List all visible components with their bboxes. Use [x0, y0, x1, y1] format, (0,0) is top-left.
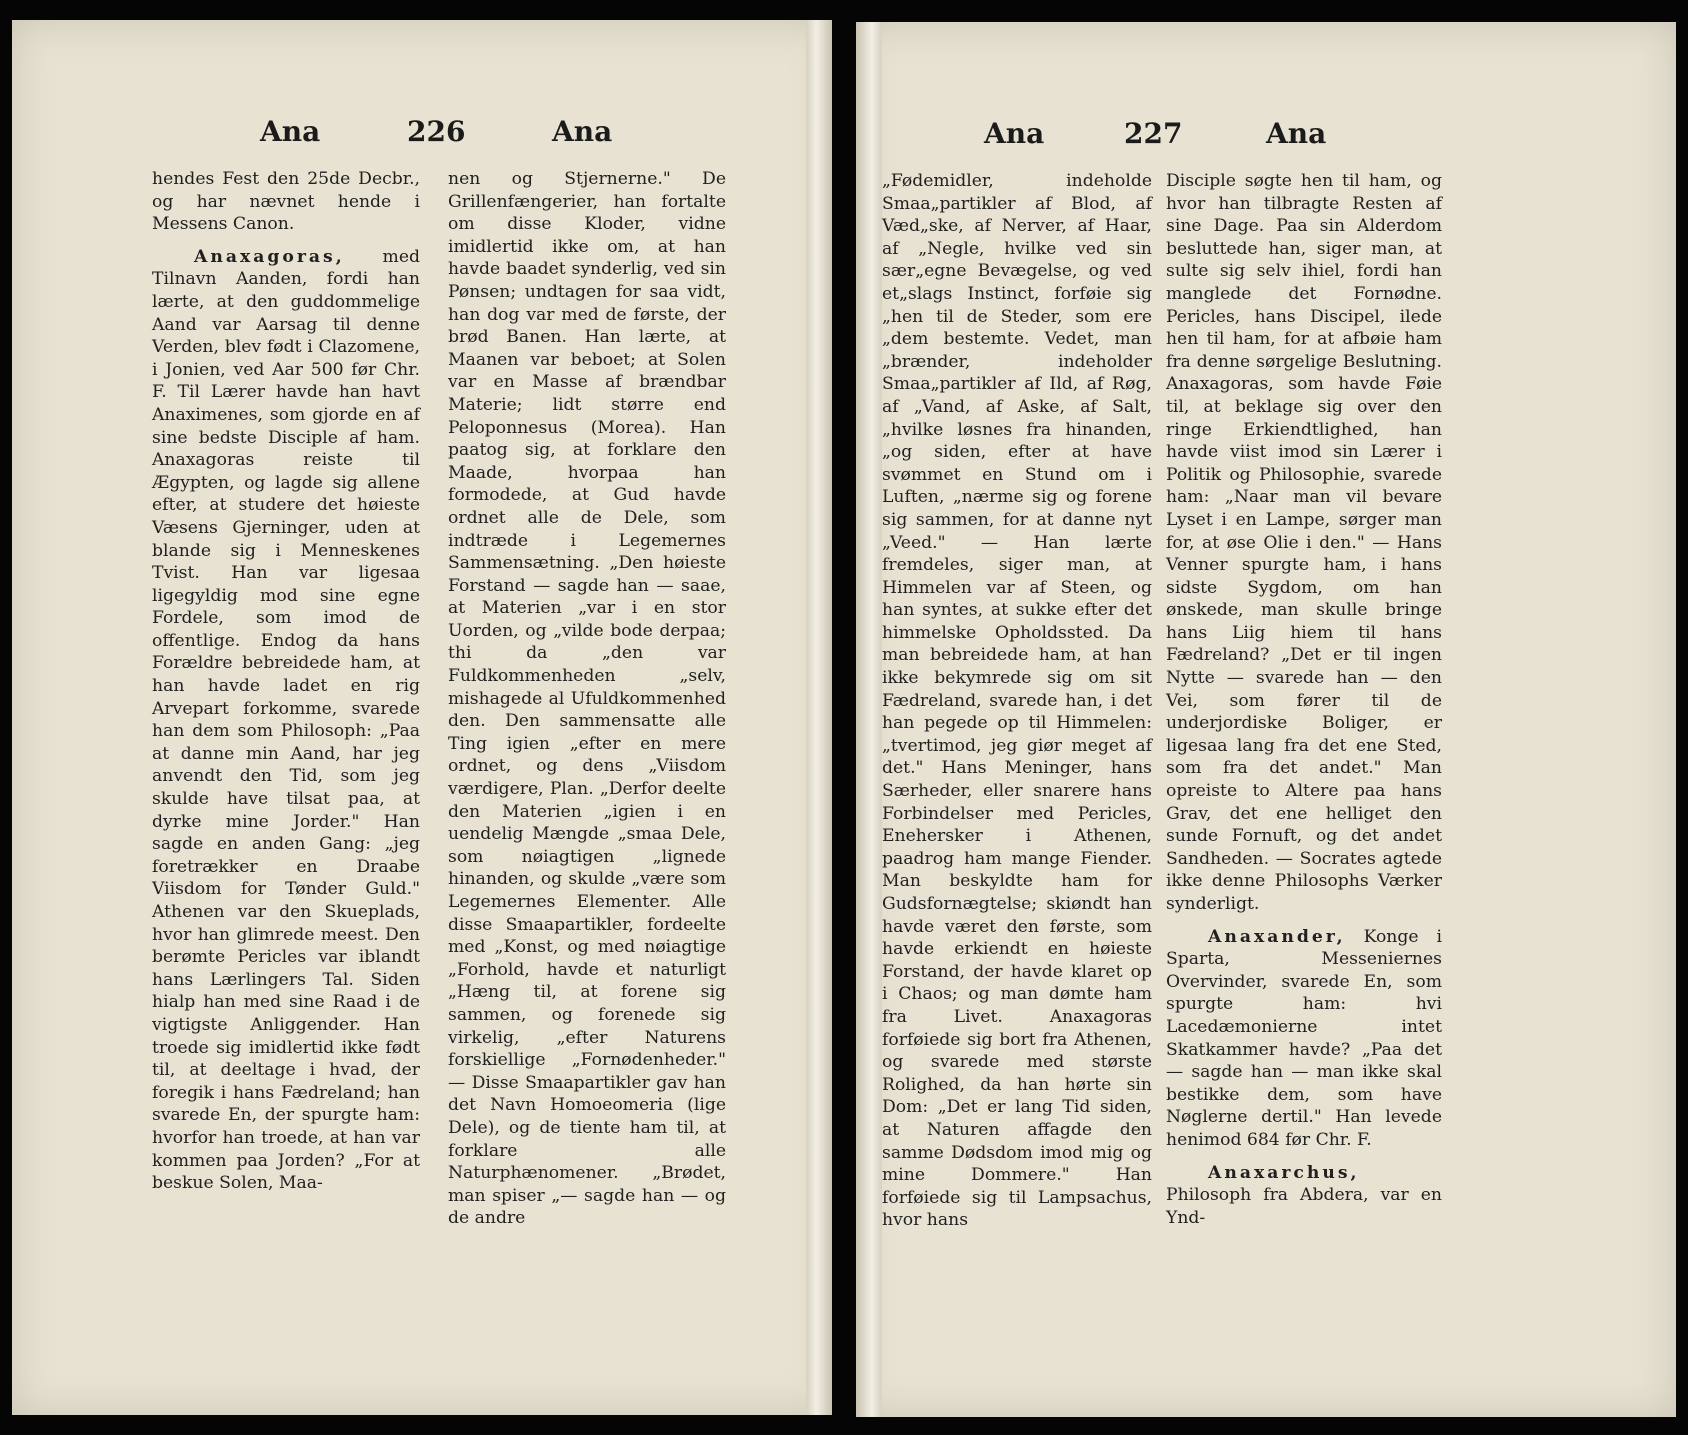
text-column-2	[448, 168, 726, 1229]
dictionary-entry	[1166, 1162, 1442, 1230]
text-paragraph	[152, 168, 420, 236]
dictionary-entry	[1166, 926, 1442, 1152]
page-number: 227	[1124, 117, 1183, 150]
entry-headword: Anaxander,	[1208, 926, 1346, 947]
running-head-left: Ana	[984, 117, 1045, 150]
running-head-left: Ana	[260, 115, 321, 148]
page-edge	[856, 22, 882, 1417]
text-column-2	[1166, 170, 1442, 1228]
entry-text: Disciple søgte hen til ham, og hvor han tilbragte Resten af sine Dage. Paa sin Alderdom besluttede han, siger man, at sulte sig selv ihiel, fordi han manglede det Fornødne. Pericles, hans Discipel, ilede hen til ham, for at afbøie ham fra denne sørgelige Beslutning. Anaxagoras, som havde Føie til, at beklage sig over den ringe Erkiendtlighed, han havde viist imod sin Lærer i Politik og Philosophie, svarede ham: „Naar man vil bevare Lyset i en Lampe, sørger man for, at øse Olie i den." — Hans Venner spurgte ham, i hans sidste Sygdom, om han ønskede, man skulle bringe hans Liig hiem til hans Fædreland? „Det er til ingen Nytte — svarede han — den Vei, som fører til de underjordiske Boliger, er ligesaa lang fra det ene Sted, som fra det andet." Man opreiste to Altere paa hans Grav, det ene helliget den sunde Fornuft, og det andet Sandheden. — Socrates agtede ikke denne Philosophs Værker synderligt.	[1166, 171, 1442, 914]
entry-headword: Anaxarchus,	[1208, 1162, 1360, 1183]
page-edge	[806, 20, 832, 1415]
entry-text: med Tilnavn Aanden, fordi han lærte, at den guddommelige Aand var Aarsag til denne Verden, blev født i Clazomene, i Jonien, ved Aar 500 før Chr. F. Til Lærer havde han havt Anaximenes, som gjorde en af sine bedste Disciple af ham. Anaxagoras reiste til Ægypten, og lagde sig allene efter, at studere det høieste Væsens Gjerninger, uden at blande sig i Menneskenes Tvist. Han var ligesaa ligegyldig mod sine egne Fordele, som imod de offentlige. Endog da hans Forældre bebreidede ham, at han havde ladet en rig Arvepart forkomme, svarede han dem som Philosoph: „Paa at danne min Aand, har jeg anvendt den Tid, som jeg skulde have tilsat paa, at dyrke mine Jorder." Han sagde en anden Gang: „jeg foretrækker en Draabe Viisdom for Tønder Guld." Athenen var den Skueplads, hvor han glimrede meest. Den berømte Pericles var iblandt hans Lærlingers Tal. Siden hialp han med sine Raad i de vigtigste Anliggender. Han troede sig imidlertid ikke født til, at deeltage i hvad, der foregik i hans Fædreland; han svarede En, der spurgte ham: hvorfor han troede, at han var kommen paa Jorden? „For at beskue Solen, Maa-	[152, 246, 420, 1194]
entry-text: Philosoph fra Abdera, var en Ynd-	[1166, 1185, 1442, 1228]
running-head-right: Ana	[1266, 117, 1327, 150]
right-page	[856, 22, 1676, 1417]
dictionary-entry	[152, 246, 420, 1195]
text-paragraph	[448, 168, 726, 1230]
entry-text: hendes Fest den 25de Decbr., og har nævnet hende i Messens Canon.	[152, 169, 420, 235]
entry-text: Konge i Sparta, Messeniernes Overvinder, svarede En, som spurgte ham: hvi Lacedæmonierne intet Skatkammer havde? „Paa det — sagde han — man ikke skal bestikke dem, som have Nøglerne dertil." Han levede henimod 684 før Chr. F.	[1166, 926, 1442, 1150]
left-page	[12, 20, 832, 1415]
entry-text: „Fødemidler, indeholde Smaa„partikler af Blod, af Væd„ske, af Nerver, af Haar, af „Negle, hvilke ved sin sær„egne Bevægelse, og ved et„slags Instinct, forføie sig „hen til de Steder, som ere „dem bestemte. Vedet, man „brænder, indeholder Smaa„partikler af Ild, af Røg, af „Vand, af Aske, af Salt, „hvilke løsnes fra hinanden, „og siden, efter at have svømmet en Stund om i Luften, „nærme sig og forene sig sammen, for at danne nyt „Veed." — Han lærte fremdeles, siger man, at Himmelen var af Steen, og han syntes, at sukke efter det himmelske Opholdssted. Da man bebreidede ham, at han ikke bekymrede sig om sit Fædreland, svarede han, i det han pegede op til Himmelen: „tvertimod, jeg giør meget af det." Hans Meninger, hans Særheder, eller snarere hans Forbindelser med Pericles, Enehersker i Athenen, paadrog ham mange Fiender. Man beskyldte ham for Gudsfornægtelse; skiøndt han havde været den første, som havde erkiendt en høieste Forstand, der havde klaret op i Chaos; og man dømte ham fra Livet. Anaxagoras forføiede sig bort fra Athenen, og svarede med største Rolighed, da han hørte sin Dom: „Det er lang Tid siden, at Naturen affagde den samme Dødsdom imod mig og mine Dommere." Han forføiede sig til Lampsachus, hvor hans	[882, 171, 1152, 1231]
text-column-1	[882, 170, 1152, 1231]
text-paragraph	[882, 170, 1152, 1232]
entry-text: nen og Stjernerne." De Grillenfængerier, han fortalte om disse Kloder, vidne imidlertid ikke om, at han havde baadet synderlig, ved sin Pønsen; undtagen for saa vidt, han dog var med de første, der brød Banen. Han lærte, at Maanen var beboet; at Solen var en Masse af brændbar Materie; lidt større end Peloponnesus (Morea). Han paatog sig, at forklare den Maade, hvorpaa han formodede, at Gud havde ordnet alle de Dele, som indtræde i Legemernes Sammensætning. „Den høieste Forstand — sagde han — saae, at Materien „var i en stor Uorden, og „vilde bode derpaa; thi da „den var Fuldkommenheden „selv, mishagede al Ufuldkommenhed den. Den sammensatte alle Ting igien „efter en mere ordnet, og dens „Viisdom værdigere, Plan. „Derfor deelte den Materien „igien i en uendelig Mængde „smaa Dele, som nøiagtigen „lignede hinanden, og skulde „være som Legemernes Elementer. Alle disse Smaapartikler, fordeelte med „Konst, og med nøiagtige „Forhold, havde et naturligt „Hæng til, at forene sig sammen, og forenede sig virkelig, „efter Naturens forskiellige „Fornødenheder." — Disse Smaapartikler gav han det Navn Homoeomeria (lige Dele), og de tiente ham til, at forklare alle Naturphænomener. „Brødet, man spiser „— sagde han — og de andre	[448, 169, 726, 1229]
text-paragraph	[1166, 170, 1442, 916]
page-number: 226	[407, 115, 466, 148]
text-column-1	[152, 168, 420, 1194]
running-head-right: Ana	[552, 115, 613, 148]
entry-headword: Anaxagoras,	[194, 246, 345, 267]
